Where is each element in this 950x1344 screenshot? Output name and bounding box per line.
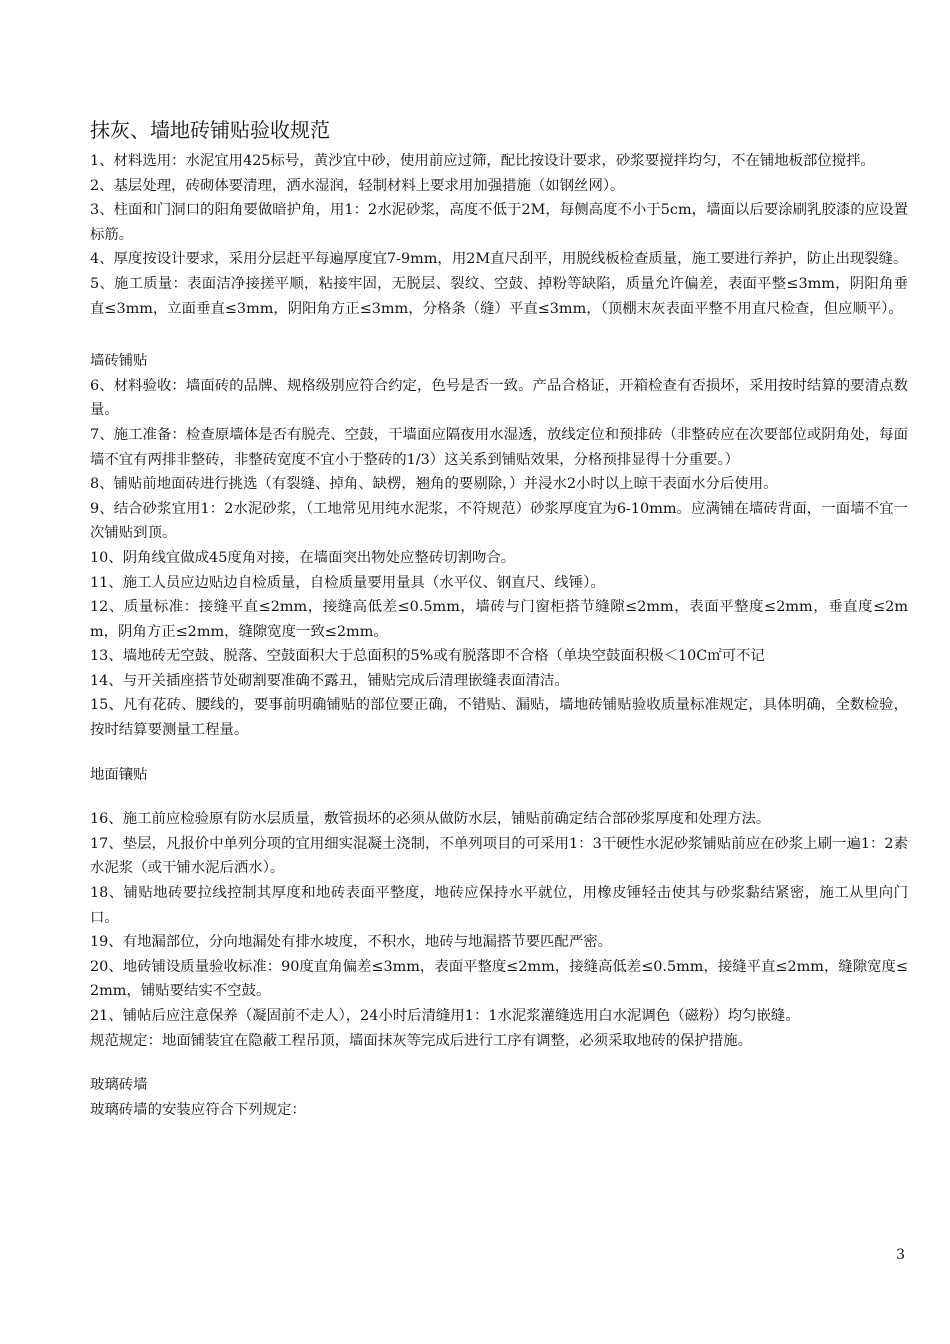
section-wall-tiles [90,374,908,743]
paragraph: 16、施工前应检验原有防水层质量，敷管损坏的必须从做防水层，铺贴前确定结合部砂浆厚度和处理方法。 [90,811,771,828]
paragraph: 18、铺贴地砖要拉线控制其厚度和地砖表面平整度，地砖应保持水平就位，用橡皮锤轻击使其与砂浆黏结紧密，施工从里向门口。 [90,885,908,926]
document-page [90,115,908,1122]
paragraph: 8、铺贴前地面砖进行挑选（有裂缝、掉角、缺楞，翘角的要剔除，）并浸水2小时以上晾干表面水分后使用。 [90,476,778,493]
paragraph: 19、有地漏部位，分向地漏处有排水坡度，不积水，地砖与地漏搭节要匹配严密。 [90,934,612,951]
section-heading-floor: 地面镶贴 [90,766,148,783]
paragraph: 1、材料选用：水泥宜用425标号，黄沙宜中砂，使用前应过筛，配比按设计要求，砂浆要搅拌均匀，不在铺地板部位搅拌。 [90,153,875,169]
section-heading-wall: 墙砖铺贴 [90,353,148,370]
section-floor-tiles [90,807,908,1053]
paragraph: 2、基层处理，砖砌体要清理，洒水湿润，轻制材料上要求用加强措施（如钢丝网）。 [90,177,625,194]
paragraph: 7、施工准备：检查原墙体是否有脱壳、空鼓，干墙面应隔夜用水湿透，放线定位和预排砖（非整砖应在次要部位或阴角处，每面墙不宜有两排非整砖，非整砖宽度不宜小于整砖的1/3）这关系到铺贴效果，分格预排显得十分重要。） [90,426,908,468]
paragraph: 14、与开关插座搭节处砌割要准确不露丑，铺贴完成后清理嵌缝表面清洁。 [90,672,569,689]
page-number: 3 [896,1247,905,1263]
document-title: 抹灰、墙地砖铺贴验收规范 [90,118,330,142]
paragraph: 11、施工人员应边贴边自检质量，自检质量要用量具（水平仪、钢直尺、线锤）。 [90,574,605,591]
paragraph: 17、垫层，凡报价中单列分项的宜用细实混凝土浇制，不单列项目的可采用1：3干硬性水泥砂浆铺贴前应在砂浆上刷一遍1：2素水泥浆（或干铺水泥后洒水）。 [90,835,908,877]
section-heading-glass: 玻璃砖墙 [90,1077,148,1094]
section-plastering [90,149,908,321]
paragraph: 玻璃砖墙的安装应符合下列规定： [90,1101,306,1118]
paragraph: 4、厚度按设计要求，采用分层赶平每遍厚度宜7-9mm，用2M直尺刮平，用脱线板检查质量，施工要进行养护，防止出现裂缝。 [90,251,908,268]
spacer [90,743,908,763]
spacer [90,787,908,807]
paragraph: 规范规定：地面铺装宜在隐蔽工程吊顶，墙面抹灰等完成后进行工序有调整，必须采取地砖的保护措施。 [90,1032,752,1049]
paragraph: 5、施工质量：表面洁净接搓平顺，粘接牢固，无脱层、裂纹、空鼓、掉粉等缺陷，质量允许偏差，表面平整≤3mm，阴阳角垂直≤3mm，立面垂直≤3mm，阴阳角方正≤3mm，分格条（缝）平直≤3mm，（顶棚末灰表面平整不用直尺检查，但应顺平）。 [90,275,908,317]
paragraph: 15、凡有花砖、腰线的，要事前明确铺贴的部位要正确，不错贴、漏贴，墙地砖铺贴验收质量标准规定，具体明确，全数检验，按时结算要测量工程量。 [90,697,908,739]
paragraph: 21、铺帖后应注意保养（凝固前不走人），24小时后清缝用1：1水泥浆灌缝选用白水泥调色（磁粉）均匀嵌缝。 [90,1008,800,1024]
paragraph: 12、质量标准：接缝平直≤2mm，接缝高低差≤0.5mm，墙砖与门窗柜搭节缝隙≤2mm，表面平整度≤2mm，垂直度≤2mm，阴角方正≤2mm，缝隙宽度一致≤2mm。 [90,599,908,640]
paragraph: 6、材料验收：墙面砖的品牌、规格级别应符合约定，色号是否一致。产品合格证，开箱检查有否损坏，采用按时结算的要清点数量。 [90,377,908,419]
spacer [90,1053,908,1073]
paragraph: 3、柱面和门洞口的阳角要做暗护角，用1：2水泥砂浆，高度不低于2M，每侧高度不小于5cm，墙面以后要涂刷乳胶漆的应设置标筋。 [90,202,908,243]
section-glass-brick [90,1098,908,1123]
paragraph: 10、阴角线宜做成45度角对接，在墙面突出物处应整砖切割吻合。 [90,549,516,566]
paragraph: 13、墙地砖无空鼓、脱落、空鼓面积大于总面积的5%或有脱落即不合格（单块空鼓面积极＜10C㎡可不记 [90,648,765,665]
paragraph: 20、地砖铺设质量验收标准：90度直角偏差≤3mm，表面平整度≤2mm，接缝高低差≤0.5mm，接缝平直≤2mm，缝隙宽度≤2mm，铺贴要结实不空鼓。 [90,958,908,1000]
spacer [90,321,908,349]
paragraph: 9、结合砂浆宜用1：2水泥砂浆，（工地常见用纯水泥浆，不符规范）砂浆厚度宜为6-10mm。应满铺在墙砖背面，一面墙不宜一次铺贴到顶。 [90,500,908,542]
